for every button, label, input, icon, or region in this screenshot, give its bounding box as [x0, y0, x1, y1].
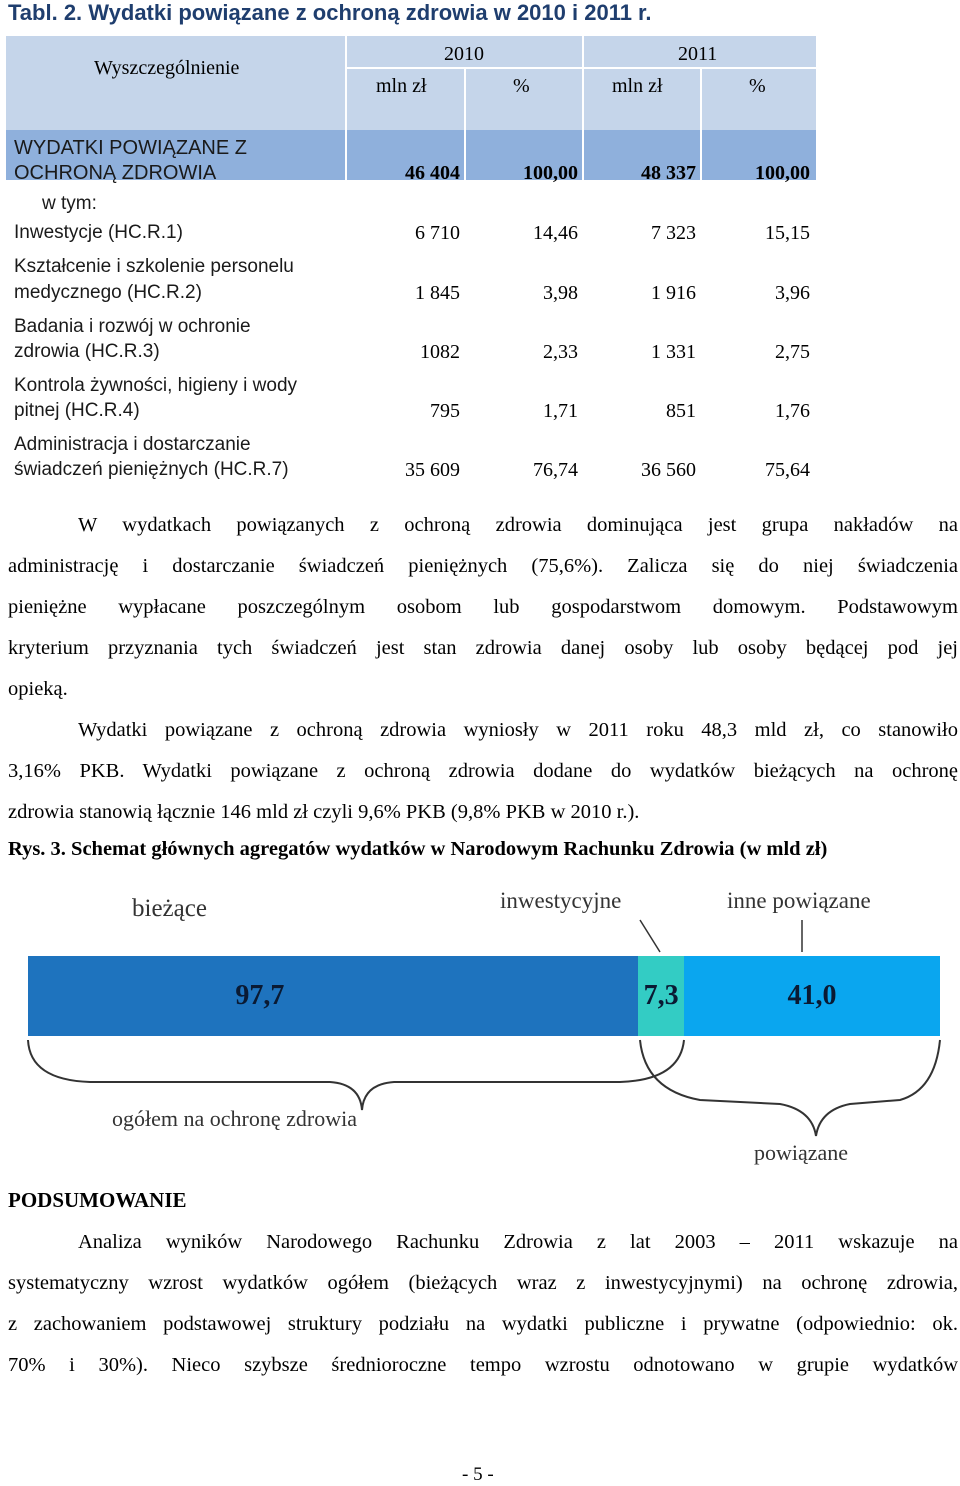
label-biezace: bieżące — [132, 895, 207, 922]
p3-line-4: 70% i 30%). Nieco szybsze średnioroczne tempo wzrostu odnotowano w grupie wydatków — [8, 1354, 958, 1376]
paragraph-3 — [8, 1222, 958, 1386]
row4-label-2: pitnej (HC.R.4) — [14, 400, 140, 421]
wtym-label: w tym: — [42, 193, 97, 214]
label-inwestycyjne: inwestycyjne — [500, 888, 622, 913]
bar-value-label-3: 41,0 — [787, 980, 837, 1011]
p3-line-2: systematyczny wzrost wydatków ogółem (bieżących wraz z inwestycyjnymi) na ochronę zdrowia, — [8, 1272, 958, 1294]
total-v1: 46 404 — [405, 162, 460, 184]
row4-v2: 1,71 — [543, 400, 578, 422]
row1-v3: 7 323 — [651, 222, 696, 244]
label-powiazane: powiązane — [754, 1140, 849, 1165]
row4-label-1: Kontrola żywności, higieny i wody — [14, 375, 298, 396]
p2-line-3: zdrowia stanowią łącznie 146 mld zł czyli 9,6% PKB (9,8% PKB w 2010 r.). — [8, 801, 640, 823]
unit-mln-2011: mln zł — [612, 75, 663, 97]
row5-v4: 75,64 — [765, 459, 810, 481]
brace-powiazane — [640, 1040, 940, 1136]
row4-v4: 1,76 — [775, 400, 810, 422]
total-v2: 100,00 — [523, 162, 578, 184]
col-head: Wyszczególnienie — [94, 57, 240, 79]
row3-label-2: zdrowia (HC.R.3) — [14, 341, 160, 362]
row5-label-2: świadczeń pieniężnych (HC.R.7) — [14, 459, 289, 480]
year-2010: 2010 — [444, 43, 484, 65]
bar-value-label-1: 97,7 — [235, 980, 285, 1011]
row3-v1: 1082 — [420, 341, 460, 363]
row2-v1: 1 845 — [415, 282, 460, 304]
unit-mln-2010: mln zł — [376, 75, 427, 97]
p1-line-2: administrację i dostarczanie świadczeń pieniężnych (75,6%). Zalicza się do niej świadczenia — [8, 555, 958, 577]
p1-line-3: pieniężne wypłacane poszczególnym osobom lub gospodarstwom domowym. Podstawowym — [8, 596, 958, 618]
row3-label-1: Badania i rozwój w ochronie — [14, 316, 251, 337]
figure-caption: Rys. 3. Schemat głównych agregatów wydatków w Narodowym Rachunku Zdrowia (w mld zł) — [8, 838, 828, 860]
row2-v3: 1 916 — [651, 282, 696, 304]
row1-v2: 14,46 — [533, 222, 578, 244]
total-label-1: WYDATKI POWIĄZANE Z — [14, 137, 247, 159]
row1-label: Inwestycje (HC.R.1) — [14, 222, 183, 243]
unit-pct-2010: % — [513, 75, 530, 97]
row1-v4: 15,15 — [765, 222, 810, 244]
row4-v3: 851 — [666, 400, 696, 422]
row1-v1: 6 710 — [415, 222, 460, 244]
bar-value-label-2: 7,3 — [643, 980, 679, 1011]
total-label-2: OCHRONĄ ZDROWIA — [14, 162, 217, 184]
row3-v2: 2,33 — [543, 341, 578, 363]
p3-line-3: z zachowaniem podstawowej struktury podziału na wydatki publiczne i prywatne (odpowiednio: ok. — [8, 1313, 958, 1335]
row3-v4: 2,75 — [775, 341, 810, 363]
row3-v3: 1 331 — [651, 341, 696, 363]
section-heading: PODSUMOWANIE — [8, 1188, 187, 1212]
table-title: Tabl. 2. Wydatki powiązane z ochroną zdrowia w 2010 i 2011 r. — [8, 0, 652, 25]
p1-line-5: opieką. — [8, 678, 68, 700]
row2-v4: 3,96 — [775, 282, 810, 304]
year-2011: 2011 — [678, 43, 718, 65]
total-v4: 100,00 — [755, 162, 810, 184]
row2-label-1: Kształcenie i szkolenie personelu — [14, 256, 294, 277]
p2-line-2: 3,16% PKB. Wydatki powiązane z ochroną zdrowia dodane do wydatków bieżących na ochronę — [8, 760, 958, 782]
label-inne-powiazane: inne powiązane — [727, 888, 871, 913]
bar-segment-1 — [28, 956, 638, 1036]
unit-pct-2011: % — [749, 75, 766, 97]
row2-label-2: medycznego (HC.R.2) — [14, 282, 202, 303]
p3-line-1: Analiza wyników Narodowego Rachunku Zdrowia z lat 2003 – 2011 wskazuje na — [78, 1231, 958, 1253]
label-ogolem: ogółem na ochronę zdrowia — [112, 1106, 357, 1131]
brace-ogolem — [28, 1040, 684, 1110]
row5-label-1: Administracja i dostarczanie — [14, 434, 251, 455]
total-v3: 48 337 — [641, 162, 696, 184]
p2-line-1: Wydatki powiązane z ochroną zdrowia wyniosły w 2011 roku 48,3 mld zł, co stanowiło — [78, 719, 958, 741]
page-number: - 5 - — [462, 1464, 494, 1485]
row5-v1: 35 609 — [405, 459, 460, 481]
row2-v2: 3,98 — [543, 282, 578, 304]
p1-line-1: W wydatkach powiązanych z ochroną zdrowia dominująca jest grupa nakładów na — [78, 514, 958, 536]
row4-v1: 795 — [430, 400, 460, 422]
row5-v2: 76,74 — [533, 459, 578, 481]
p1-line-4: kryterium przyznania tych świadczeń jest stan zdrowia danej osoby lub osoby będącej pod jej — [8, 637, 958, 659]
row5-v3: 36 560 — [641, 459, 696, 481]
